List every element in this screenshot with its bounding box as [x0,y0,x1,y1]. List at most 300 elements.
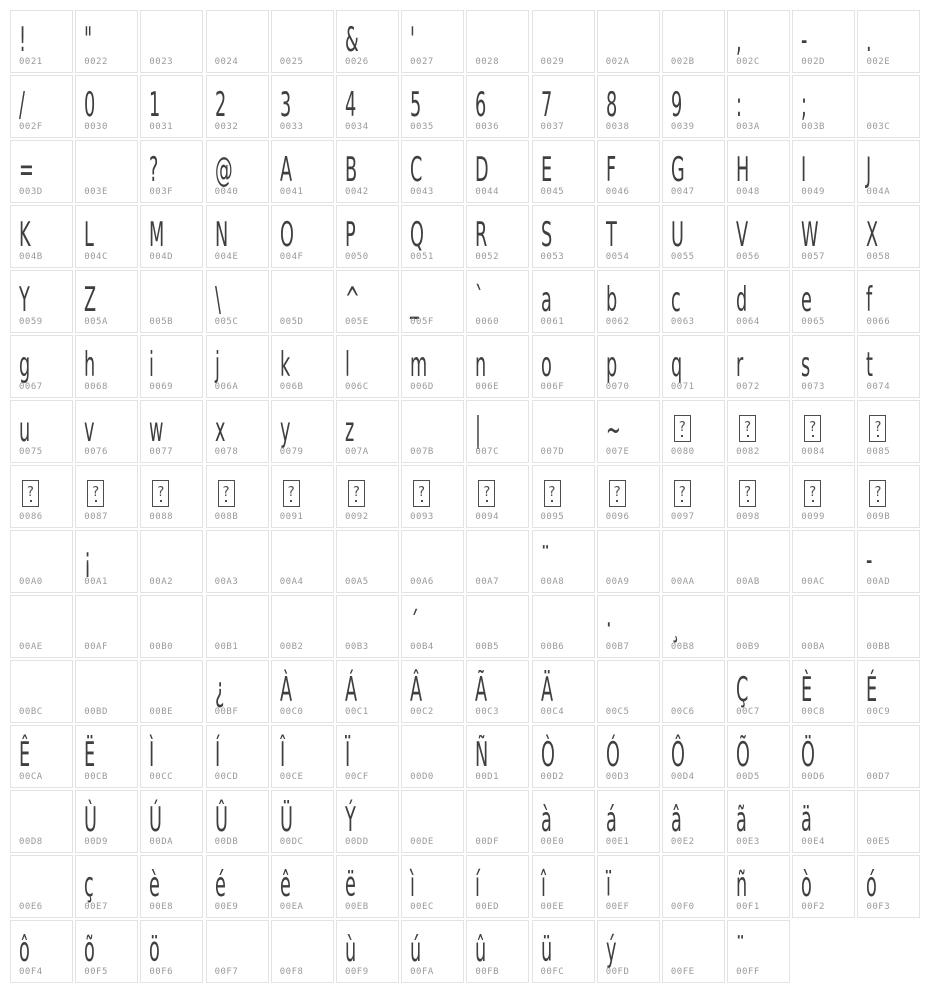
glyph-cell[interactable] [792,790,855,853]
glyph-cell[interactable] [10,530,73,593]
glyph-cell[interactable] [401,660,464,723]
codepoint-label: 006D [410,382,434,392]
glyph-cell[interactable] [271,270,334,333]
glyph: 7 [540,84,552,125]
glyph-cell[interactable] [532,920,595,983]
glyph: è [149,864,161,905]
glyph-cell[interactable] [75,270,138,333]
glyph-cell[interactable] [206,725,269,788]
glyph-cell[interactable] [140,75,203,138]
glyph-cell[interactable] [401,595,464,658]
glyph-cell[interactable] [10,270,73,333]
glyph-cell[interactable] [466,465,529,528]
codepoint-label: 00F7 [214,967,239,977]
codepoint-label: 0092 [344,512,369,522]
glyph: _ [410,279,419,320]
codepoint-label: 0033 [279,122,304,132]
glyph-cell[interactable] [75,725,138,788]
glyph: : [736,84,743,125]
codepoint-label: 00AB [736,577,760,587]
notdef-glyph: ? [674,415,691,442]
glyph-cell[interactable] [10,595,73,658]
glyph-cell[interactable] [140,530,203,593]
glyph-cell[interactable] [532,270,595,333]
glyph-cell[interactable] [75,140,138,203]
glyph-cell[interactable] [597,270,660,333]
glyph-cell[interactable] [140,140,203,203]
glyph-cell[interactable] [662,595,725,658]
codepoint-label: 00CA [19,772,43,782]
codepoint-label: 0070 [605,382,630,392]
glyph-cell[interactable] [75,465,138,528]
glyph: ´ [410,604,419,645]
glyph-cell[interactable] [10,205,73,268]
codepoint-label: 00CF [344,772,369,782]
glyph-cell[interactable] [727,335,790,398]
glyph-cell[interactable] [140,205,203,268]
glyph-cell[interactable] [466,400,529,463]
glyph-cell[interactable] [662,400,725,463]
glyph-cell[interactable] [466,75,529,138]
glyph-cell[interactable] [662,335,725,398]
glyph-cell[interactable] [206,270,269,333]
glyph-cell[interactable] [10,140,73,203]
glyph-cell[interactable] [271,140,334,203]
glyph-cell[interactable] [792,660,855,723]
glyph-cell[interactable] [466,790,529,853]
codepoint-label: 00A8 [540,577,565,587]
glyph: Ô [670,734,685,775]
glyph-cell[interactable] [727,855,790,918]
glyph-cell[interactable] [727,725,790,788]
codepoint-label: 0046 [605,187,630,197]
codepoint-label: 0059 [19,317,43,327]
glyph: Ï [344,734,351,775]
codepoint-label: 005D [279,317,304,327]
glyph-cell[interactable] [10,660,73,723]
glyph-cell[interactable] [727,465,790,528]
glyph-cell[interactable] [727,790,790,853]
glyph-cell[interactable] [792,75,855,138]
glyph-cell[interactable] [466,335,529,398]
glyph-cell[interactable] [206,335,269,398]
glyph-cell[interactable] [466,270,529,333]
glyph-cell[interactable] [532,790,595,853]
glyph-cell[interactable] [206,400,269,463]
glyph: K [19,214,31,255]
glyph-cell[interactable] [401,725,464,788]
codepoint-label: 0088 [149,512,174,522]
codepoint-label: 00B8 [670,642,695,652]
glyph-cell[interactable] [857,790,920,853]
glyph-cell[interactable] [597,205,660,268]
glyph-cell[interactable] [466,10,529,73]
glyph-cell[interactable] [792,595,855,658]
glyph-cell[interactable] [401,205,464,268]
glyph: = [19,149,34,190]
glyph-cell[interactable] [10,400,73,463]
glyph-cell[interactable] [401,400,464,463]
glyph: p [605,344,617,385]
glyph-cell[interactable] [140,465,203,528]
glyph-cell[interactable] [75,335,138,398]
glyph-cell[interactable] [140,10,203,73]
glyph: ' [410,19,415,60]
codepoint-label: 00E3 [736,837,760,847]
glyph-cell[interactable] [532,725,595,788]
glyph: q [670,344,683,385]
glyph-cell[interactable] [792,530,855,593]
glyph-cell[interactable] [792,725,855,788]
glyph-cell[interactable] [140,660,203,723]
glyph-cell[interactable] [140,920,203,983]
glyph-cell[interactable] [206,660,269,723]
glyph-cell[interactable] [75,790,138,853]
glyph-cell[interactable] [401,140,464,203]
glyph-cell[interactable] [857,855,920,918]
glyph-cell[interactable] [10,335,73,398]
glyph-cell[interactable] [857,140,920,203]
glyph-cell[interactable] [140,790,203,853]
codepoint-label: 0035 [410,122,434,132]
glyph-cell[interactable] [532,660,595,723]
codepoint-label: 0062 [605,317,630,327]
codepoint-label: 0079 [279,447,304,457]
glyph-cell[interactable] [597,140,660,203]
glyph-cell[interactable] [140,270,203,333]
glyph: Ã [475,669,488,710]
codepoint-label: 00F9 [344,967,369,977]
glyph-cell[interactable] [466,855,529,918]
glyph-cell[interactable] [466,920,529,983]
glyph-cell[interactable] [206,205,269,268]
codepoint-label: 003E [84,187,108,197]
glyph-cell[interactable] [597,10,660,73]
codepoint-label: 00EF [605,902,630,912]
glyph: | [475,409,482,450]
glyph-cell[interactable] [466,205,529,268]
glyph: í [475,864,481,905]
codepoint-label: 00A9 [605,577,630,587]
glyph-cell[interactable] [532,465,595,528]
glyph-cell[interactable] [336,335,399,398]
glyph-cell[interactable] [206,140,269,203]
glyph: ã [736,799,747,840]
glyph-cell[interactable] [532,335,595,398]
glyph-cell[interactable] [401,530,464,593]
glyph-cell[interactable] [532,400,595,463]
glyph: ¸ [670,604,680,645]
glyph-cell[interactable] [662,75,725,138]
glyph-cell[interactable] [857,725,920,788]
codepoint-label: 00AD [866,577,891,587]
glyph: ^ [344,279,360,320]
codepoint-label: 00C3 [475,707,499,717]
codepoint-label: 00ED [475,902,499,912]
codepoint-label: 007B [410,447,434,457]
codepoint-label: 00D1 [475,772,499,782]
glyph-cell[interactable] [792,855,855,918]
glyph: Y [19,279,30,320]
codepoint-label: 00A7 [475,577,499,587]
glyph: È [801,669,813,710]
glyph: o [540,344,552,385]
glyph-cell[interactable] [727,920,790,983]
codepoint-label: 00DE [410,837,434,847]
glyph-cell[interactable] [727,660,790,723]
glyph-cell[interactable] [857,595,920,658]
glyph-cell[interactable] [206,75,269,138]
glyph-cell[interactable] [206,595,269,658]
glyph-cell[interactable] [206,920,269,983]
glyph-cell[interactable] [206,790,269,853]
glyph-cell[interactable] [727,270,790,333]
glyph-cell[interactable] [75,75,138,138]
glyph-cell[interactable] [662,270,725,333]
glyph: l [344,344,350,385]
glyph: E [540,149,552,190]
glyph-cell[interactable] [727,400,790,463]
glyph-cell[interactable] [857,660,920,723]
notdef-glyph: ? [739,415,756,442]
glyph-cell[interactable] [401,270,464,333]
glyph-cell[interactable] [271,400,334,463]
glyph-cell[interactable] [140,400,203,463]
glyph-cell[interactable] [727,10,790,73]
glyph-cell[interactable] [140,725,203,788]
glyph-cell[interactable] [10,725,73,788]
glyph-cell[interactable] [336,205,399,268]
glyph-cell[interactable] [792,400,855,463]
glyph-cell[interactable] [727,595,790,658]
glyph-cell[interactable] [271,790,334,853]
glyph-cell[interactable] [336,595,399,658]
glyph-cell[interactable] [727,75,790,138]
glyph: Á [344,669,358,710]
glyph-cell[interactable] [597,660,660,723]
codepoint-label: 003D [19,187,43,197]
codepoint-label: 0098 [736,512,760,522]
glyph-cell[interactable] [271,10,334,73]
glyph-cell[interactable] [792,465,855,528]
codepoint-label: 00CB [84,772,108,782]
glyph-cell[interactable] [271,855,334,918]
glyph-cell[interactable] [792,140,855,203]
glyph-cell[interactable] [206,465,269,528]
glyph-cell[interactable] [597,725,660,788]
glyph: 4 [344,84,357,125]
glyph-cell[interactable] [857,400,920,463]
glyph: ì [410,864,416,905]
glyph-cell[interactable] [597,790,660,853]
glyph-cell[interactable] [727,205,790,268]
codepoint-label: 00BF [214,707,239,717]
glyph-cell[interactable] [466,660,529,723]
glyph: 1 [149,84,161,125]
codepoint-label: 00A1 [84,577,108,587]
codepoint-label: 004B [19,252,43,262]
codepoint-label: 0061 [540,317,565,327]
glyph-cell[interactable] [532,140,595,203]
glyph: C [410,149,423,190]
glyph-cell[interactable] [532,205,595,268]
glyph-cell[interactable] [597,400,660,463]
glyph: D [475,149,489,190]
glyph-cell[interactable] [271,335,334,398]
glyph: ? [149,149,159,190]
glyph-cell[interactable] [336,270,399,333]
glyph: J [866,149,872,190]
glyph-cell[interactable] [271,465,334,528]
glyph-cell[interactable] [10,920,73,983]
glyph-cell[interactable] [662,465,725,528]
glyph-cell[interactable] [336,530,399,593]
glyph-cell[interactable] [10,855,73,918]
glyph-cell[interactable] [662,920,725,983]
glyph-cell[interactable] [597,920,660,983]
glyph-cell[interactable] [857,270,920,333]
glyph-cell[interactable] [857,530,920,593]
glyph-cell[interactable] [597,465,660,528]
codepoint-label: 0034 [344,122,369,132]
glyph-cell[interactable] [140,335,203,398]
glyph-cell[interactable] [75,660,138,723]
glyph-cell[interactable] [792,10,855,73]
codepoint-label: 0055 [670,252,695,262]
codepoint-label: 0043 [410,187,434,197]
notdef-glyph: ? [218,480,235,507]
glyph-cell[interactable] [75,10,138,73]
glyph-cell[interactable] [857,335,920,398]
glyph-cell[interactable] [466,140,529,203]
glyph-cell[interactable] [857,10,920,73]
glyph-cell[interactable] [336,725,399,788]
glyph-cell[interactable] [466,595,529,658]
glyph-cell[interactable] [206,10,269,73]
glyph-cell[interactable] [792,270,855,333]
glyph-cell[interactable] [597,595,660,658]
glyph-cell[interactable] [857,465,920,528]
glyph-cell[interactable] [401,10,464,73]
glyph-cell[interactable] [401,75,464,138]
glyph-cell[interactable] [401,465,464,528]
glyph-cell[interactable] [336,140,399,203]
glyph-cell[interactable] [662,855,725,918]
glyph-cell[interactable] [532,530,595,593]
codepoint-label: 007E [605,447,630,457]
glyph: ¨ [736,929,745,970]
glyph-cell[interactable] [140,855,203,918]
glyph-cell[interactable] [10,465,73,528]
glyph-cell[interactable] [206,530,269,593]
codepoint-label: 00D0 [410,772,434,782]
glyph-cell[interactable] [271,205,334,268]
glyph-cell[interactable] [857,75,920,138]
codepoint-label: 00F8 [279,967,304,977]
glyph-cell[interactable] [662,10,725,73]
glyph-cell[interactable] [662,530,725,593]
glyph: 5 [410,84,422,125]
glyph-cell[interactable] [10,790,73,853]
glyph-cell[interactable] [532,75,595,138]
glyph-cell[interactable] [401,920,464,983]
glyph-cell[interactable] [10,10,73,73]
glyph-cell[interactable] [271,920,334,983]
glyph-cell[interactable] [271,660,334,723]
glyph-cell[interactable] [532,855,595,918]
glyph-cell[interactable] [75,595,138,658]
glyph-cell[interactable] [792,335,855,398]
glyph-cell[interactable] [336,10,399,73]
codepoint-label: 005F [410,317,434,327]
glyph-cell[interactable] [75,530,138,593]
codepoint-label: 00DD [344,837,369,847]
glyph-cell[interactable] [336,920,399,983]
glyph-cell[interactable] [727,530,790,593]
glyph-cell[interactable] [532,10,595,73]
glyph-cell[interactable] [597,530,660,593]
glyph-cell[interactable] [206,855,269,918]
glyph-cell[interactable] [401,790,464,853]
glyph-cell[interactable] [401,855,464,918]
codepoint-label: 00FE [670,967,695,977]
glyph-cell[interactable] [75,400,138,463]
glyph-cell[interactable] [662,140,725,203]
glyph-cell[interactable] [532,595,595,658]
glyph-cell[interactable] [336,660,399,723]
codepoint-label: 003F [149,187,174,197]
glyph-cell[interactable] [336,855,399,918]
glyph-cell[interactable] [466,725,529,788]
glyph-cell[interactable] [271,530,334,593]
glyph-cell[interactable] [401,335,464,398]
codepoint-label: 00B6 [540,642,565,652]
glyph-cell[interactable] [336,400,399,463]
glyph-cell[interactable] [140,595,203,658]
glyph-cell[interactable] [597,335,660,398]
glyph-cell[interactable] [271,595,334,658]
glyph-cell[interactable] [792,205,855,268]
glyph-cell[interactable] [662,205,725,268]
glyph: / [19,84,25,125]
glyph-cell[interactable] [336,790,399,853]
codepoint-label: 00D8 [19,837,43,847]
glyph-cell[interactable] [466,530,529,593]
glyph-cell[interactable] [727,140,790,203]
glyph-cell[interactable] [662,790,725,853]
glyph-cell[interactable] [10,75,73,138]
codepoint-label: 0045 [540,187,565,197]
glyph-cell[interactable] [336,465,399,528]
codepoint-label: 0064 [736,317,760,327]
codepoint-label: 0095 [540,512,565,522]
glyph-cell[interactable] [271,75,334,138]
glyph-cell[interactable] [75,920,138,983]
glyph-cell[interactable] [271,725,334,788]
codepoint-label: 0093 [410,512,434,522]
glyph-cell[interactable] [75,205,138,268]
glyph: ó [866,864,878,905]
glyph-cell[interactable] [597,75,660,138]
glyph: g [19,344,31,385]
glyph-cell[interactable] [662,725,725,788]
glyph-cell[interactable] [857,205,920,268]
glyph-cell[interactable] [662,660,725,723]
glyph-cell[interactable] [75,855,138,918]
glyph-cell[interactable] [336,75,399,138]
glyph: ê [279,864,291,905]
glyph-cell[interactable] [597,855,660,918]
